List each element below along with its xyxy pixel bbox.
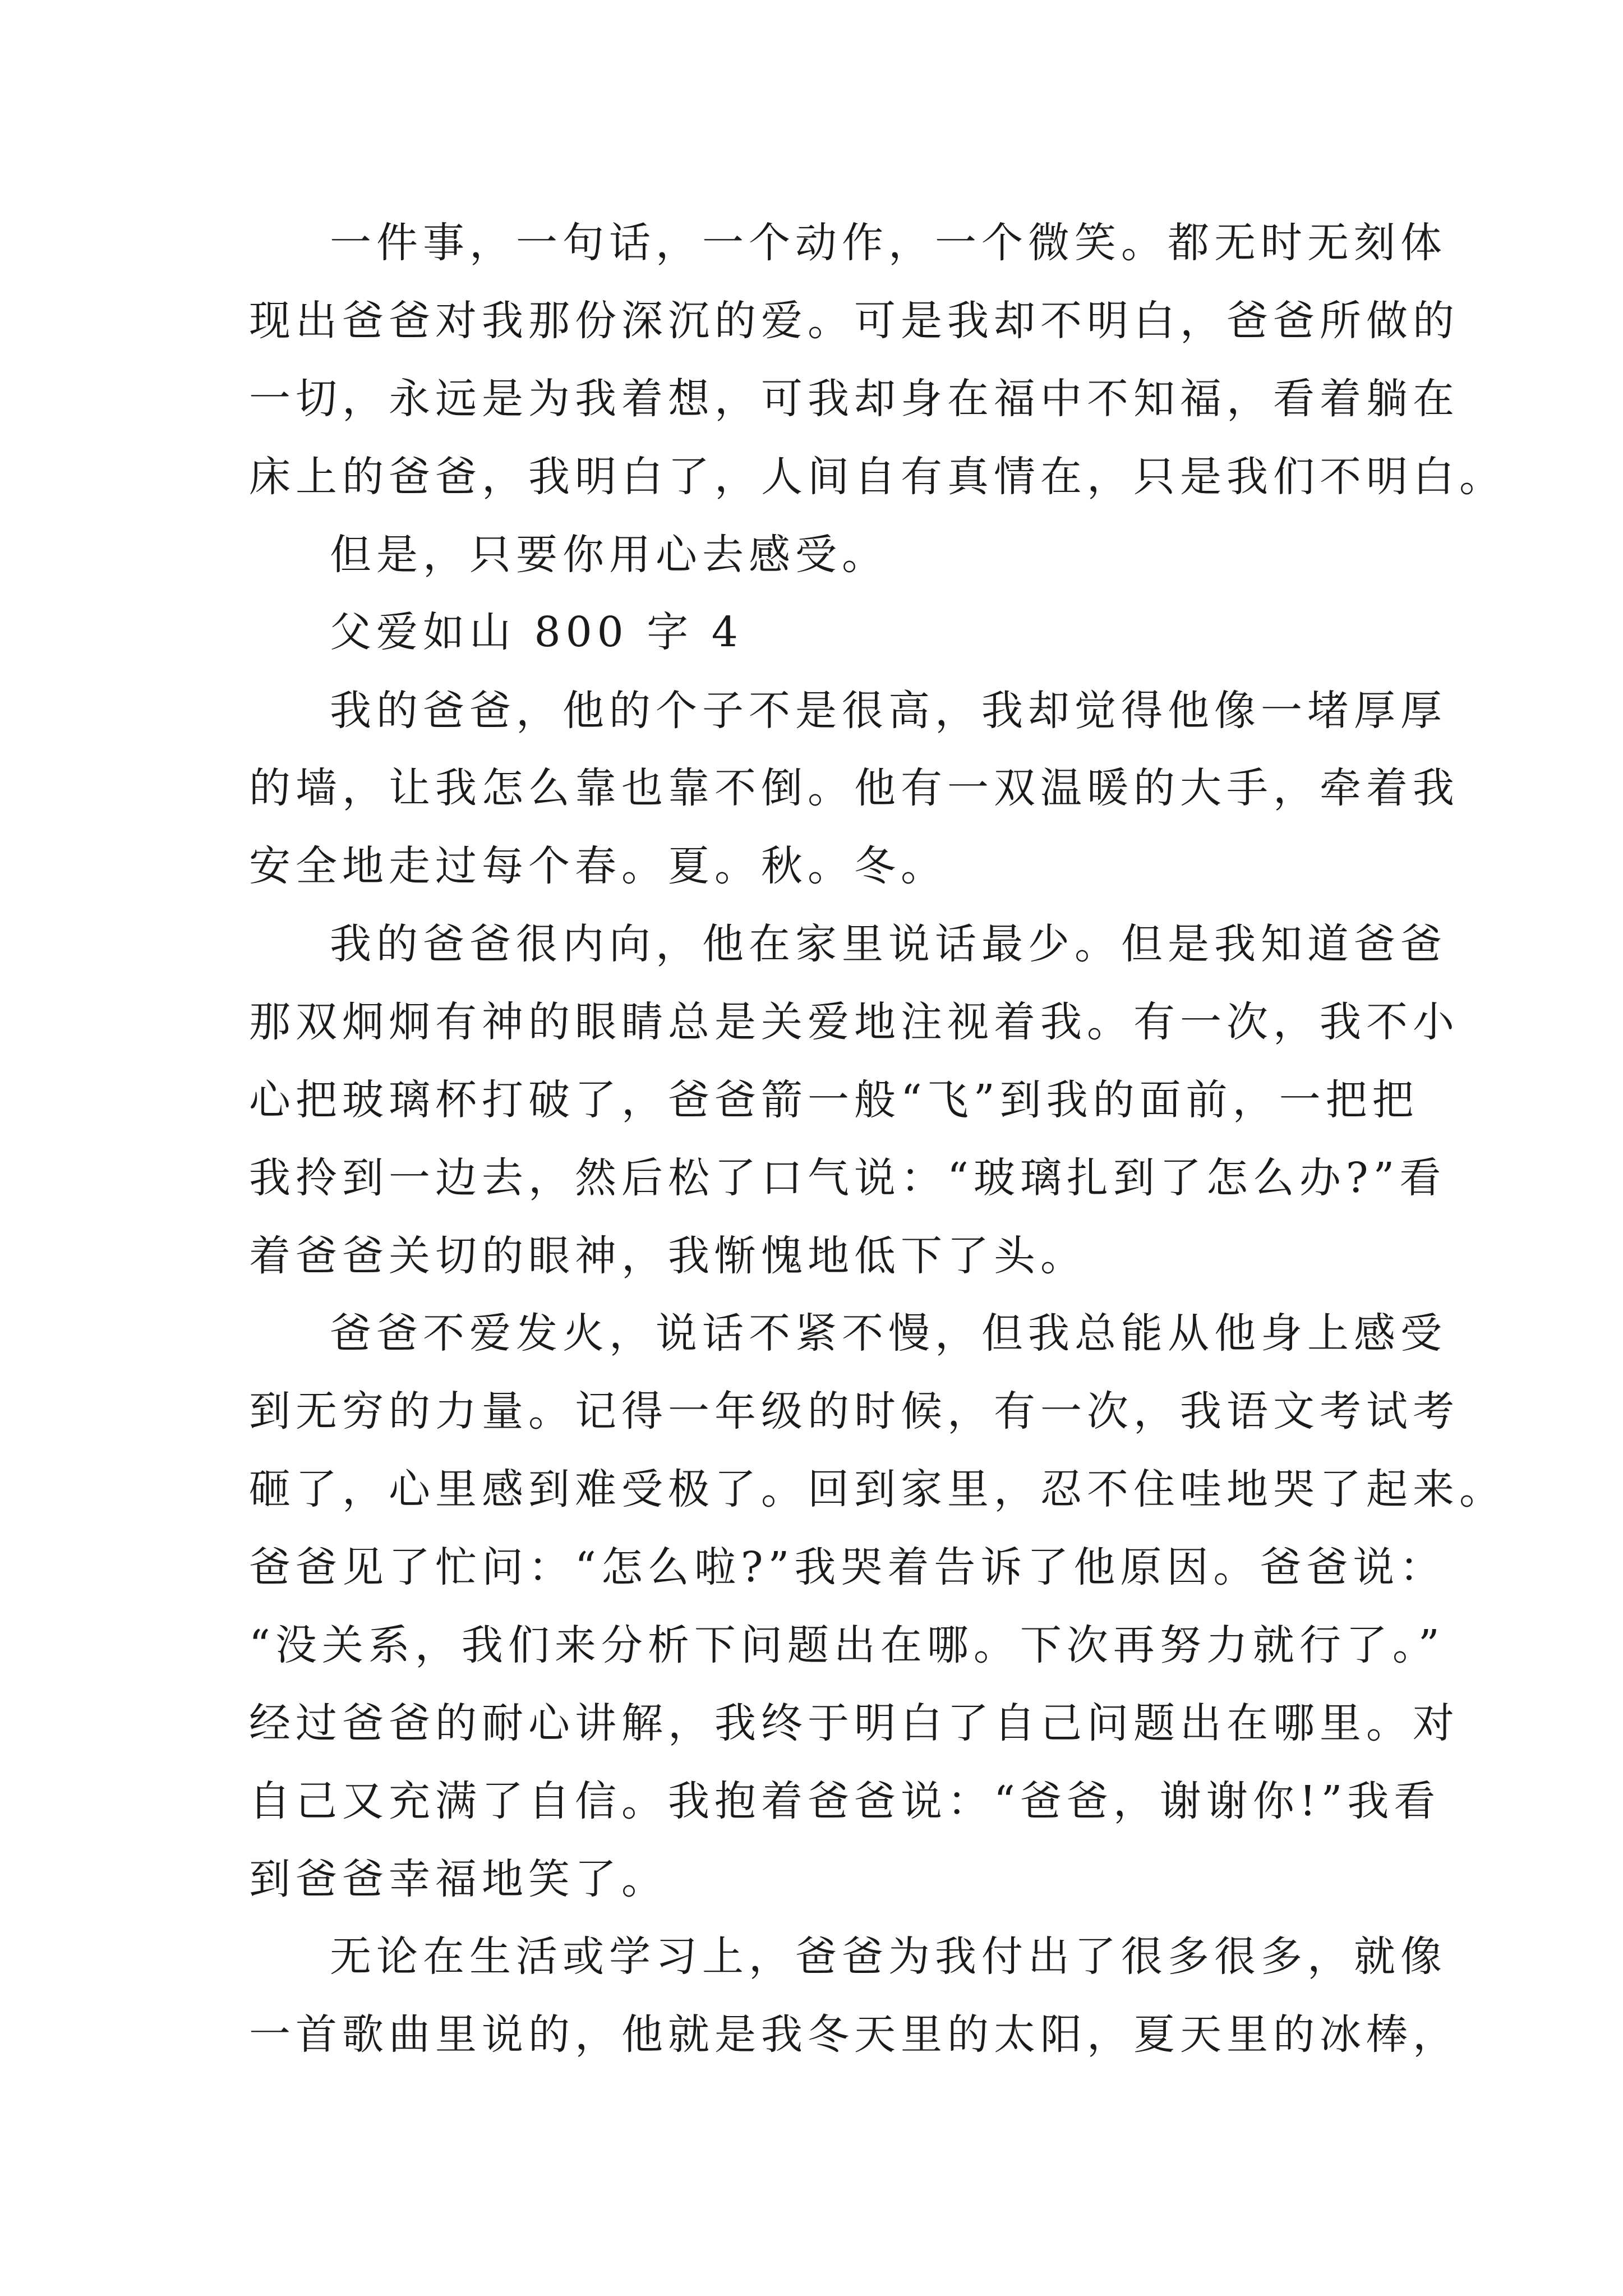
text-line: 到爸爸幸福地笑了。 [249, 1855, 668, 1903]
text-line: 到无穷的力量。记得一年级的时候，有一次，我语文考试考 [249, 1387, 1459, 1435]
text-line: 着爸爸关切的眼神，我惭愧地低下了头。 [249, 1232, 1087, 1280]
text-line: 那双炯炯有神的眼睛总是关爱地注视着我。有一次，我不小 [249, 998, 1459, 1046]
text-line: 自己又充满了自信。我抱着爸爸说：“爸爸，谢谢你!”我看 [249, 1777, 1441, 1825]
text-line: 爸爸见了忙问：“怎么啦?”我哭着告诉了他原因。爸爸说： [249, 1543, 1446, 1591]
text-line: 的墙，让我怎么靠也靠不倒。他有一双温暖的大手，牵着我 [249, 764, 1459, 812]
text-line: 但是，只要你用心去感受。 [330, 531, 888, 579]
section-heading: 父爱如山 800 字 4 [330, 608, 743, 656]
text-line: 现出爸爸对我那份深沉的爱。可是我却不明白，爸爸所做的 [249, 297, 1459, 345]
text-line: 爸爸不爱发火，说话不紧不慢，但我总能从他身上感受 [330, 1309, 1447, 1358]
text-line: 一切，永远是为我着想，可我却身在福中不知福，看着躺在 [249, 375, 1459, 423]
text-line: 我的爸爸，他的个子不是很高，我却觉得他像一堵厚厚 [330, 687, 1447, 735]
text-line: 砸了，心里感到难受极了。回到家里，忍不住哇地哭了起来。 [249, 1465, 1506, 1513]
text-line: 无论在生活或学习上，爸爸为我付出了很多很多，就像 [330, 1932, 1447, 1981]
text-line: 床上的爸爸，我明白了，人间自有真情在，只是我们不明白。 [249, 453, 1506, 501]
text-line: 安全地走过每个春。夏。秋。冬。 [249, 842, 947, 890]
text-line: 经过爸爸的耐心讲解，我终于明白了自己问题出在哪里。对 [249, 1699, 1459, 1747]
text-line: 我拎到一边去，然后松了口气说：“玻璃扎到了怎么办?”看 [249, 1154, 1446, 1202]
text-line: 我的爸爸很内向，他在家里说话最少。但是我知道爸爸 [330, 920, 1447, 968]
text-line: “没关系，我们来分析下问题出在哪。下次再努力就行了。” [249, 1621, 1445, 1669]
text-line: 一件事，一句话，一个动作，一个微笑。都无时无刻体 [330, 219, 1447, 267]
text-line: 一首歌曲里说的，他就是我冬天里的太阳，夏天里的冰棒， [249, 2010, 1459, 2059]
text-line: 心把玻璃杯打破了，爸爸箭一般“飞”到我的面前，一把把 [249, 1076, 1419, 1124]
